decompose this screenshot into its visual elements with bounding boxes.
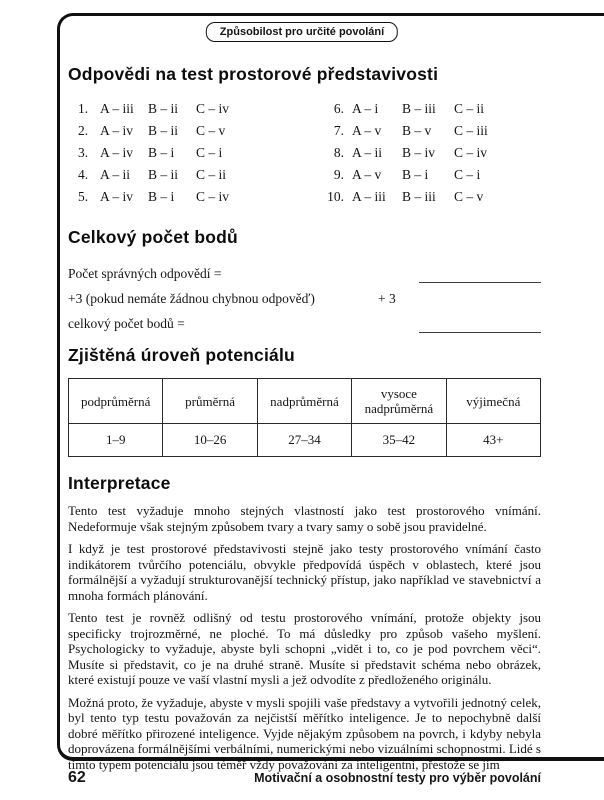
- answer-entry: [78, 189, 256, 205]
- score-row-total: [68, 308, 541, 333]
- answer-entry: [78, 123, 256, 139]
- answer-entry: [312, 189, 514, 205]
- answers-row: [68, 145, 541, 167]
- table-value-cell: 27–34: [257, 424, 351, 457]
- book-title: Motivační a osobnostní testy pro výběr povolání: [254, 771, 541, 785]
- answer-c: C – iv: [196, 101, 230, 116]
- answer-number: 6.: [333, 101, 344, 116]
- answers-list: [68, 101, 541, 211]
- answer-b: B – i: [148, 189, 175, 204]
- answer-number: 9.: [333, 167, 344, 182]
- fill-in-blank-line: [419, 266, 541, 283]
- answer-entry: [312, 145, 514, 161]
- potential-section-title: Zjištěná úroveň potenciálu: [68, 345, 295, 365]
- answer-a: A – iv: [100, 123, 134, 138]
- table-value-cell: 1–9: [69, 424, 163, 457]
- answer-number: 4.: [78, 167, 89, 182]
- score-section-title: Celkový počet bodů: [68, 227, 238, 247]
- table-header-row: [69, 379, 541, 424]
- answer-entry: [78, 145, 256, 161]
- table-header-cell: průměrná: [163, 379, 257, 424]
- answer-a: A – iv: [100, 145, 134, 160]
- answer-c: C – i: [196, 145, 223, 160]
- answers-section-title: Odpovědi na test prostorové představivosti: [68, 64, 439, 84]
- answer-number: 7.: [333, 123, 344, 138]
- table-value-cell: 43+: [446, 424, 540, 457]
- answer-number: 5.: [78, 189, 89, 204]
- answers-row: [68, 167, 541, 189]
- answer-b: B – iv: [402, 145, 436, 160]
- interpretation-paragraph: Tento test vyžaduje mnoho stejných vlastností jako test prostorového vnímání. Nedeformuje však stejným způsobem tvary a tvary samy o sobě jsou pravidelné.: [68, 503, 541, 534]
- answer-c: C – i: [454, 167, 481, 182]
- page-content: [68, 58, 541, 779]
- page-footer: [68, 769, 541, 787]
- potential-level-table: [68, 378, 541, 457]
- bonus-value: + 3: [378, 291, 396, 306]
- answer-a: A – v: [352, 167, 382, 182]
- answer-entry: [78, 167, 256, 183]
- table-header-cell: nadprůměrná: [257, 379, 351, 424]
- answer-number: 8.: [333, 145, 344, 160]
- answer-c: C – v: [196, 123, 226, 138]
- answer-b: B – iii: [402, 101, 436, 116]
- table-header-cell: vysoce nadprůměrná: [352, 379, 446, 424]
- answers-row: [68, 189, 541, 211]
- answer-number: 1.: [78, 101, 89, 116]
- score-row-label: +3 (pokud nemáte žádnou chybnou odpověď): [68, 291, 315, 306]
- answer-number: 10.: [327, 189, 344, 204]
- fill-in-blank-line: [419, 316, 541, 333]
- answer-a: A – i: [352, 101, 379, 116]
- answer-b: B – ii: [148, 123, 179, 138]
- table-header-cell: výjimečná: [446, 379, 540, 424]
- answer-a: A – ii: [352, 145, 383, 160]
- answer-number: 2.: [78, 123, 89, 138]
- answer-b: B – ii: [148, 101, 179, 116]
- answers-row: [68, 123, 541, 145]
- table-value-cell: 35–42: [352, 424, 446, 457]
- interpretation-text: [68, 503, 541, 772]
- answer-b: B – iii: [402, 189, 436, 204]
- table-header-cell: podprůměrná: [69, 379, 163, 424]
- answer-b: B – i: [148, 145, 175, 160]
- interpretation-paragraph: Tento test je rovněž odlišný od testu prostorového vnímání, protože objekty jsou specificky trojrozměrné, ne ploché. To má důsledky pro způsob vašeho myšlení. Psychologicky to vyžaduje, abyste byli schopni „vidět i to, co je pod povrchem věci“. Musíte si představit, co je na druhé straně. Musíte si představit schéma nebo obrázek, které existují pouze ve vaší vlastní mysli a jež odvodíte z předloženého originálu.: [68, 610, 541, 687]
- score-row-label: Počet správných odpovědí =: [68, 266, 222, 281]
- table-value-row: [69, 424, 541, 457]
- interpretation-paragraph: Možná proto, že vyžaduje, abyste v mysli spojili vaše představy a vytvořili jednotný celek, byl tento typ testu považován za nejčistší měřítko inteligence. Je to nepochybně další dobré měřítko přirozené inteligence. Vyjde nějakým způsobem na povrch, i kdyby nebyla doprovázena formálnějšími verbálními, numerickými nebo vizuálními schopnostmi. Lidé s tímto typem potenciálu jsou téměř vždy považováni za inteligentní, přestože se jim: [68, 694, 541, 772]
- answer-entry: [312, 167, 514, 183]
- score-row-correct: [68, 258, 541, 283]
- table-value-cell: 10–26: [163, 424, 257, 457]
- answer-number: 3.: [78, 145, 89, 160]
- answers-row: [68, 101, 541, 123]
- answer-entry: [312, 123, 514, 139]
- score-row-label: celkový počet bodů =: [68, 316, 185, 331]
- chapter-tab: [206, 22, 398, 42]
- answer-b: B – i: [402, 167, 429, 182]
- answer-entry: [78, 101, 256, 117]
- answer-c: C – iv: [196, 189, 230, 204]
- answer-entry: [312, 101, 514, 117]
- answer-b: B – v: [402, 123, 432, 138]
- answer-b: B – ii: [148, 167, 179, 182]
- answer-c: C – iv: [454, 145, 488, 160]
- answer-c: C – v: [454, 189, 484, 204]
- answer-a: A – ii: [100, 167, 131, 182]
- answer-a: A – iii: [352, 189, 386, 204]
- interpretation-paragraph: I když je test prostorové představivosti stejně jako testy prostorového vnímání často indikátorem tvůrčího potenciálu, obvykle předpovídá úspěch v oblastech, které jsou formálnější a vyžadují strukturovanější technický přístup, jako například ve stavebnictví a mnoha formách plánování.: [68, 541, 541, 603]
- page-number: 62: [68, 769, 86, 786]
- score-row-bonus: [68, 283, 541, 308]
- chapter-tab-label: Způsobilost pro určité povolání: [219, 26, 385, 38]
- answer-a: A – iii: [100, 101, 134, 116]
- answer-c: C – ii: [196, 167, 227, 182]
- answer-a: A – v: [352, 123, 382, 138]
- answer-c: C – iii: [454, 123, 488, 138]
- score-section: [68, 258, 541, 333]
- interpretation-section-title: Interpretace: [68, 473, 171, 493]
- answer-c: C – ii: [454, 101, 485, 116]
- answer-a: A – iv: [100, 189, 134, 204]
